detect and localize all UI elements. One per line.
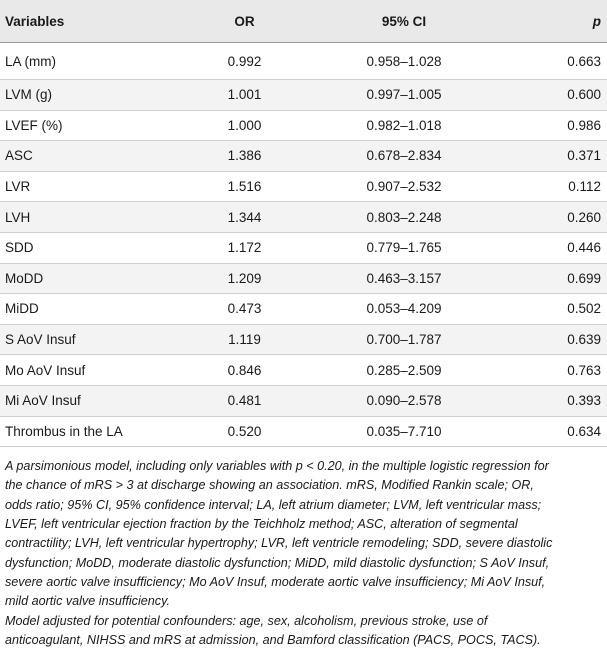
table-row [0, 385, 607, 416]
cell-ci: 0.035–7.710 [308, 416, 500, 447]
table-row [0, 80, 607, 111]
cell-or: 0.846 [181, 355, 308, 386]
cell-variable: LVH [0, 202, 181, 233]
table-footnote [0, 447, 560, 650]
header-row [0, 0, 607, 43]
cell-or: 1.172 [181, 232, 308, 263]
cell-variable: MoDD [0, 263, 181, 294]
header-ci: 95% CI [308, 0, 500, 43]
cell-or: 1.000 [181, 110, 308, 141]
footnote-adjustment: Model adjusted for potential confounders: age, sex, alcoholism, previous stroke, use of anticoagulant, NIHSS and mRS at admission, and Bamford classification (PACS, POCS, TACS). [5, 613, 541, 647]
cell-variable: Mi AoV Insuf [0, 385, 181, 416]
cell-ci: 0.997–1.005 [308, 80, 500, 111]
cell-p: 0.639 [500, 324, 607, 355]
cell-ci: 0.779–1.765 [308, 232, 500, 263]
cell-ci: 0.958–1.028 [308, 43, 500, 80]
table-row [0, 416, 607, 447]
cell-ci: 0.463–3.157 [308, 263, 500, 294]
cell-p: 0.502 [500, 294, 607, 325]
cell-p: 0.112 [500, 171, 607, 202]
cell-variable: LA (mm) [0, 43, 181, 80]
cell-p: 0.260 [500, 202, 607, 233]
cell-ci: 0.090–2.578 [308, 385, 500, 416]
cell-variable: Mo AoV Insuf [0, 355, 181, 386]
cell-variable: S AoV Insuf [0, 324, 181, 355]
footnote-abbreviations: A parsimonious model, including only variables with p < 0.20, in the multiple logistic regression for the chance of mRS > 3 at discharge showing an association. mRS, Modified Rankin scale; OR, odds ratio; 95% CI, 95% confidence interval; LA, left atrium diameter; LVM, left ventricular mass; LVEF, left ventricular ejection fraction by the Teichholz method; ASC, alteration of segmental contractility; LVH, left ventricular hypertrophy; LVR, left ventricle remodeling; SDD, severe diastolic dysfunction; MoDD, moderate diastolic dysfunction; MiDD, mild diastolic dysfunction; S AoV Insuf, severe aortic valve insufficiency; Mo AoV Insuf, moderate aortic valve insufficiency; Mi AoV Insuf, mild aortic valve insufficiency. [5, 459, 553, 609]
cell-ci: 0.678–2.834 [308, 141, 500, 172]
cell-p: 0.371 [500, 141, 607, 172]
cell-ci: 0.982–1.018 [308, 110, 500, 141]
cell-variable: LVR [0, 171, 181, 202]
table-row [0, 263, 607, 294]
cell-or: 1.516 [181, 171, 308, 202]
cell-or: 0.473 [181, 294, 308, 325]
cell-variable: SDD [0, 232, 181, 263]
cell-or: 1.386 [181, 141, 308, 172]
table-row [0, 43, 607, 80]
cell-or: 0.481 [181, 385, 308, 416]
cell-or: 0.520 [181, 416, 308, 447]
cell-variable: LVEF (%) [0, 110, 181, 141]
table-row [0, 110, 607, 141]
table-row [0, 355, 607, 386]
cell-variable: Thrombus in the LA [0, 416, 181, 447]
cell-ci: 0.907–2.532 [308, 171, 500, 202]
table-row [0, 294, 607, 325]
cell-p: 0.663 [500, 43, 607, 80]
table-row [0, 202, 607, 233]
cell-ci: 0.053–4.209 [308, 294, 500, 325]
header-p: p [500, 0, 607, 43]
cell-p: 0.634 [500, 416, 607, 447]
cell-or: 0.992 [181, 43, 308, 80]
cell-p: 0.986 [500, 110, 607, 141]
cell-variable: ASC [0, 141, 181, 172]
header-variables: Variables [0, 0, 181, 43]
cell-or: 1.119 [181, 324, 308, 355]
cell-p: 0.446 [500, 232, 607, 263]
table-row [0, 324, 607, 355]
cell-p: 0.763 [500, 355, 607, 386]
table-row [0, 141, 607, 172]
cell-or: 1.209 [181, 263, 308, 294]
header-or: OR [181, 0, 308, 43]
cell-or: 1.001 [181, 80, 308, 111]
cell-p: 0.699 [500, 263, 607, 294]
cell-ci: 0.700–1.787 [308, 324, 500, 355]
cell-or: 1.344 [181, 202, 308, 233]
table-header [0, 0, 607, 43]
cell-p: 0.600 [500, 80, 607, 111]
cell-ci: 0.285–2.509 [308, 355, 500, 386]
table-row [0, 171, 607, 202]
cell-p: 0.393 [500, 385, 607, 416]
table-body [0, 43, 607, 447]
cell-variable: LVM (g) [0, 80, 181, 111]
table-row [0, 232, 607, 263]
cell-ci: 0.803–2.248 [308, 202, 500, 233]
cell-variable: MiDD [0, 294, 181, 325]
